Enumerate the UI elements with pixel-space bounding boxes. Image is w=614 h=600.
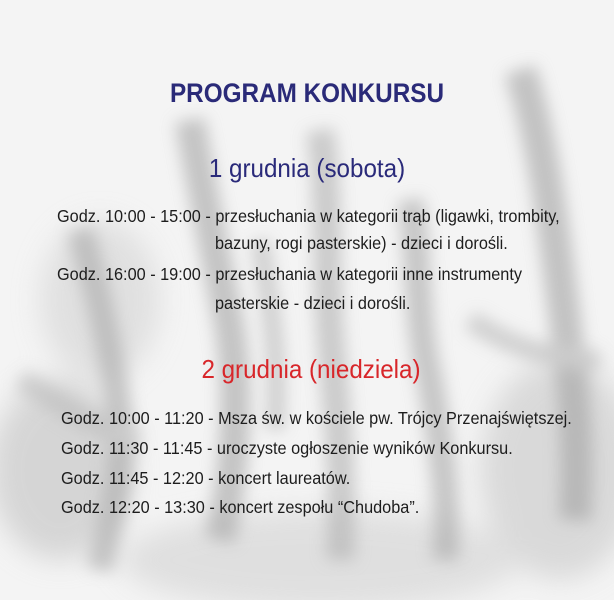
entry-time: Godz. 10:00 - 15:00 - xyxy=(57,206,211,226)
entry-text: przesłuchania w kategorii inne instrumenty xyxy=(215,264,523,284)
day1-entry-1 xyxy=(57,205,560,227)
entry-text: przesłuchania w kategorii trąb (ligawki, trombity, xyxy=(215,206,560,226)
entry-text: koncert zespołu “Chudoba”. xyxy=(219,497,420,517)
entry-time: Godz. 11:45 - 12:20 - xyxy=(61,468,214,488)
day1-entry-1-continuation xyxy=(215,232,508,254)
entry-time: Godz. 16:00 - 19:00 - xyxy=(57,264,211,284)
day1-entry-2-continuation xyxy=(215,292,410,314)
day1-entry-2 xyxy=(57,263,522,285)
day2-heading: 2 grudnia (niedziela) xyxy=(201,354,421,384)
entry-text: uroczyste ogłoszenie wyników Konkursu. xyxy=(216,438,513,458)
entry-text: bazuny, rogi pasterskie) - dzieci i dorośli. xyxy=(215,233,508,253)
entry-text: pasterskie - dzieci i dorośli. xyxy=(215,293,411,313)
entry-text: koncert laureatów. xyxy=(218,468,351,488)
day2-entry-2 xyxy=(61,437,513,459)
day1-heading: 1 grudnia (sobota) xyxy=(208,153,406,183)
entry-text: Msza św. w kościele pw. Trójcy Przenajświętszej. xyxy=(218,408,572,428)
day2-entry-4 xyxy=(61,496,419,518)
entry-time: Godz. 11:30 - 11:45 - xyxy=(61,438,213,458)
page-title: PROGRAM KONKURSU xyxy=(169,78,445,108)
day2-entry-3 xyxy=(61,467,350,489)
entry-time: Godz. 12:20 - 13:30 - xyxy=(61,497,215,517)
entry-time: Godz. 10:00 - 11:20 - xyxy=(61,408,214,428)
day2-entry-1 xyxy=(61,407,572,429)
